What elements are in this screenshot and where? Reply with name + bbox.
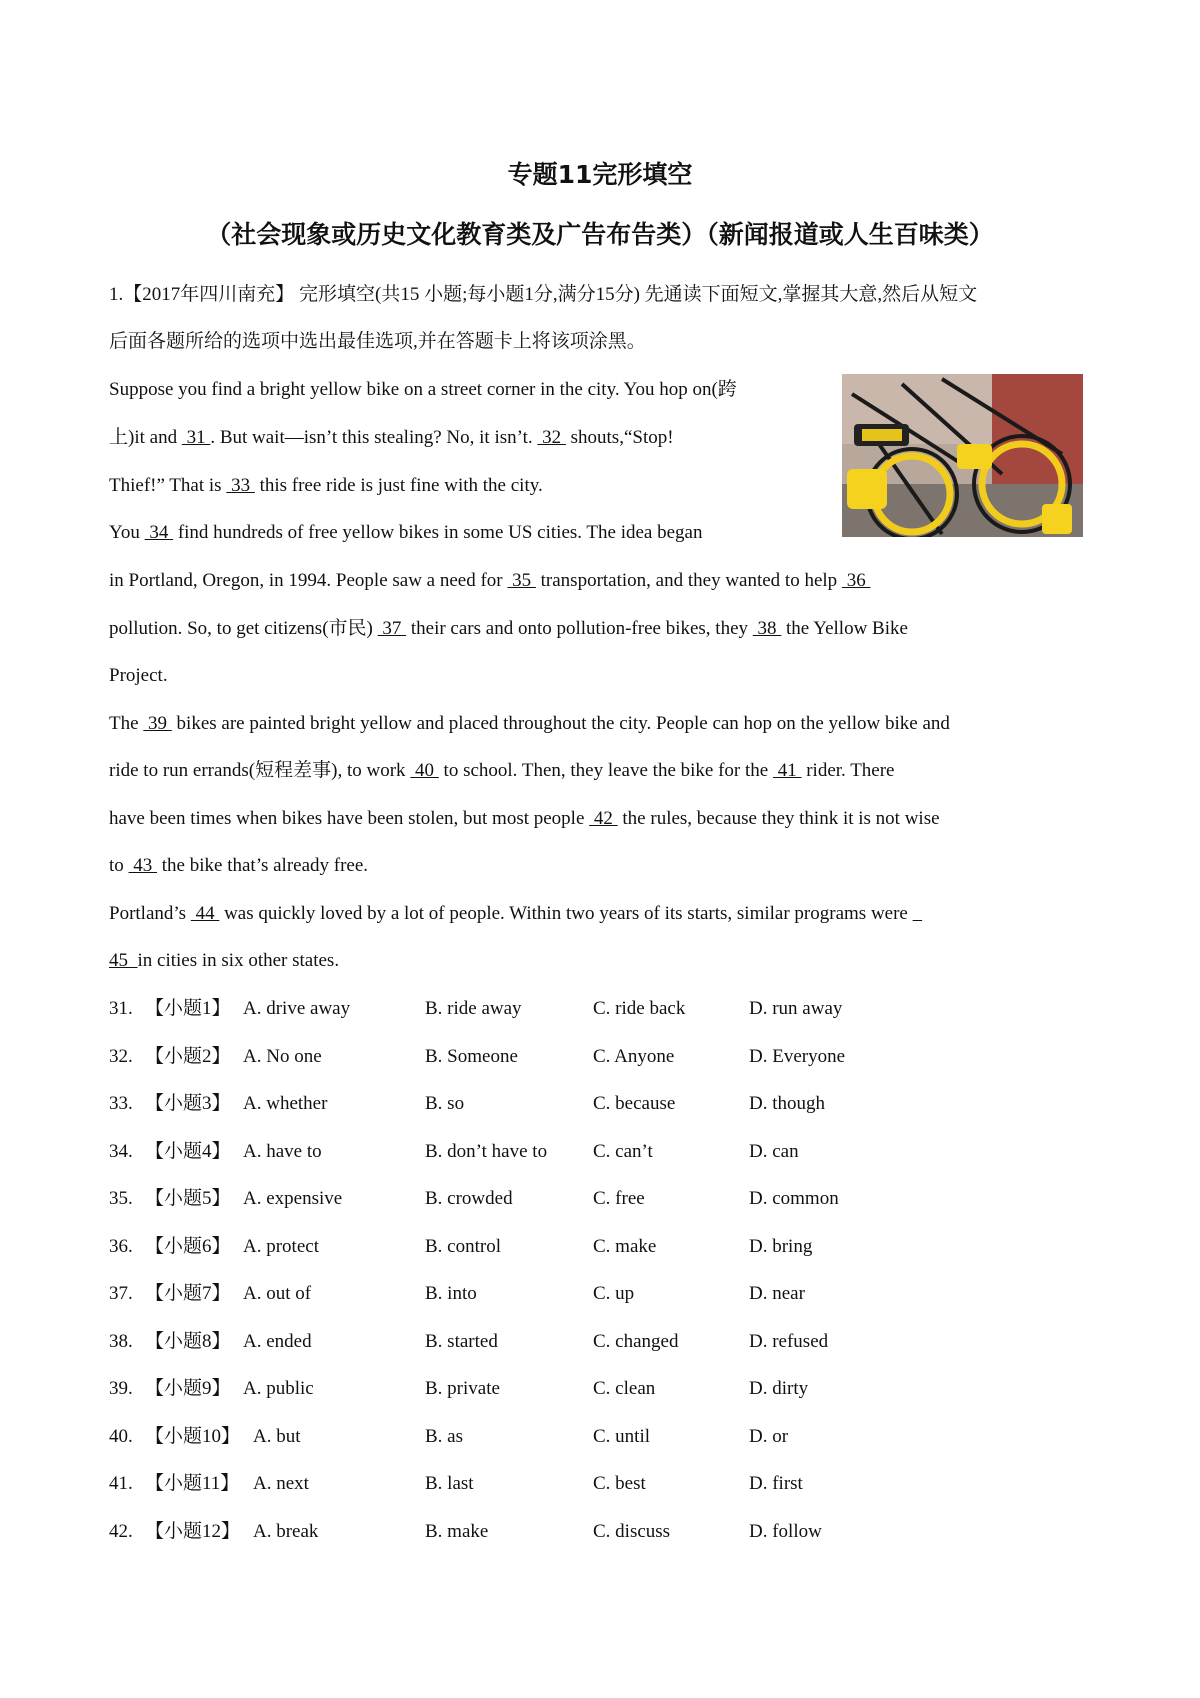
passage-text: . But wait—isn’t this stealing? No, it isn’t.	[210, 427, 538, 448]
passage-text: this free ride is just fine with the city.	[254, 475, 543, 496]
option-d[interactable]: D. first	[749, 1473, 803, 1494]
passage-text: pollution. So, to get citizens(市民)	[109, 618, 378, 639]
option-b[interactable]: B. don’t have to	[425, 1140, 548, 1162]
passage-text: in Portland, Oregon, in 1994. People saw a need for	[109, 570, 508, 591]
passage-text: the bike that’s already free.	[157, 855, 369, 876]
passage-line	[109, 568, 870, 594]
option-a[interactable]: A. have to	[243, 1140, 322, 1162]
option-d[interactable]: D. or	[749, 1425, 789, 1447]
option-a[interactable]: A. whether	[243, 1093, 328, 1114]
question-tag: 【小题9】	[145, 1378, 231, 1399]
passage-text: Portland’s	[109, 903, 191, 924]
option-a[interactable]: A. public	[243, 1378, 314, 1399]
passage-text: was quickly loved by a lot of people. Within two years of its starts, similar programs were	[219, 903, 913, 924]
option-d[interactable]: D. common	[749, 1188, 839, 1209]
option-b[interactable]: B. control	[425, 1235, 501, 1257]
passage-line	[109, 616, 908, 642]
question-row	[109, 1186, 1009, 1212]
option-c[interactable]: C. until	[593, 1425, 651, 1447]
option-b[interactable]: B. Someone	[425, 1045, 518, 1067]
question-number: 41.	[109, 1473, 133, 1494]
page-title: 专题11完形填空	[507, 160, 693, 189]
option-a[interactable]: A. No one	[243, 1045, 322, 1067]
question-row	[109, 1044, 1009, 1070]
passage-text: shouts,“Stop!	[565, 427, 674, 448]
option-c[interactable]: C. clean	[593, 1378, 656, 1399]
question-number: 31.	[109, 998, 133, 1019]
question-row	[109, 1376, 1009, 1402]
option-c[interactable]: C. changed	[593, 1330, 679, 1352]
question-tag: 【小题5】	[145, 1188, 231, 1209]
option-c[interactable]: C. up	[593, 1283, 635, 1304]
question-number: 40.	[109, 1425, 133, 1447]
passage-line	[109, 520, 702, 546]
option-d[interactable]: D. bring	[749, 1235, 813, 1257]
passage-line	[109, 806, 940, 832]
question-tag: 【小题7】	[145, 1283, 231, 1304]
option-a[interactable]: A. out of	[243, 1283, 312, 1304]
blank-34: 34	[144, 522, 174, 543]
question-row	[109, 1471, 1009, 1497]
blank-42: 42	[589, 808, 618, 829]
question-row	[109, 1091, 1009, 1117]
yellow-bikes-photo	[842, 374, 1083, 537]
option-b[interactable]: B. as	[425, 1425, 463, 1447]
option-b[interactable]: B. started	[425, 1330, 498, 1352]
passage-text: Thief!” That is	[109, 475, 227, 496]
blank-31: 31	[181, 427, 211, 448]
passage-text: bikes are painted bright yellow and placed throughout the city. People can hop on the yellow bike and	[171, 713, 950, 734]
blank-45-start	[913, 903, 923, 924]
option-b[interactable]: B. so	[425, 1093, 465, 1114]
option-d[interactable]: D. follow	[749, 1520, 822, 1542]
question-row	[109, 1424, 1009, 1450]
option-d[interactable]: D. near	[749, 1283, 805, 1304]
question-tag: 【小题3】	[145, 1093, 231, 1114]
option-d[interactable]: D. can	[749, 1140, 799, 1162]
option-c[interactable]: C. discuss	[593, 1520, 671, 1542]
blank-35: 35	[507, 570, 536, 591]
option-c[interactable]: C. Anyone	[593, 1045, 675, 1067]
option-c[interactable]: C. best	[593, 1473, 646, 1494]
blank-32: 32	[537, 427, 566, 448]
option-b[interactable]: B. make	[425, 1520, 489, 1542]
blank-41: 41	[772, 760, 802, 781]
passage-text: transportation, and they wanted to help	[535, 570, 842, 591]
option-a[interactable]: A. but	[253, 1425, 301, 1447]
blank-43: 43	[128, 855, 158, 876]
question-number: 38.	[109, 1330, 133, 1352]
passage-text: The	[109, 713, 144, 734]
question-tag: 【小题12】	[145, 1520, 241, 1542]
passage-text: to	[109, 855, 129, 876]
intro-line-2: 后面各题所给的选项中选出最佳选项,并在答题卡上将该项涂黑。	[109, 331, 646, 352]
option-c[interactable]: C. can’t	[593, 1140, 653, 1162]
option-b[interactable]: B. into	[425, 1283, 477, 1304]
passage-text: rider. There	[801, 760, 895, 781]
option-d[interactable]: D. refused	[749, 1330, 829, 1352]
passage-text: to school. Then, they leave the bike for the	[438, 760, 773, 781]
question-number: 34.	[109, 1140, 133, 1162]
question-tag: 【小题6】	[145, 1235, 231, 1257]
passage-line	[109, 853, 368, 879]
option-d[interactable]: D. dirty	[749, 1378, 809, 1399]
option-a[interactable]: A. expensive	[243, 1188, 343, 1209]
page-subtitle: （社会现象或历史文化教育类及广告布告类）（新闻报道或人生百味类）	[206, 220, 994, 249]
question-tag: 【小题4】	[145, 1140, 231, 1162]
question-number: 32.	[109, 1045, 133, 1067]
question-number: 36.	[109, 1235, 133, 1257]
option-d[interactable]: D. run away	[749, 998, 843, 1019]
option-b[interactable]: B. crowded	[425, 1188, 513, 1209]
blank-45: 45	[109, 950, 138, 971]
passage-text: have been times when bikes have been stolen, but most people	[109, 808, 590, 829]
passage-text: 上)it and	[109, 427, 182, 448]
passage-text: the Yellow Bike	[781, 618, 908, 639]
option-a[interactable]: A. protect	[243, 1235, 319, 1257]
intro-line-1: 1.【2017年四川南充】 完形填空(共15 小题;每小题1分,满分15分) 先通读下面短文,掌握其大意,然后从短文	[109, 284, 978, 305]
option-d[interactable]: D. though	[749, 1093, 825, 1114]
blank-36: 36	[841, 570, 871, 591]
passage-line	[109, 711, 950, 737]
question-tag: 【小题2】	[145, 1045, 231, 1067]
passage-line	[109, 901, 922, 927]
passage-line: Project.	[109, 665, 168, 686]
question-number: 35.	[109, 1188, 133, 1209]
passage-line	[109, 473, 543, 499]
passage-text: their cars and onto pollution-free bikes, they	[406, 618, 753, 639]
passage-line	[109, 948, 339, 974]
question-number: 42.	[109, 1520, 133, 1542]
question-number: 37.	[109, 1283, 133, 1304]
option-a[interactable]: A. drive away	[243, 998, 351, 1019]
blank-38: 38	[752, 618, 782, 639]
option-c[interactable]: C. because	[593, 1093, 676, 1114]
passage-line	[109, 758, 895, 784]
question-row	[109, 1329, 1009, 1355]
question-number: 33.	[109, 1093, 133, 1114]
passage-line	[109, 425, 674, 451]
passage-text: in cities in six other states.	[137, 950, 340, 971]
question-row	[109, 996, 1009, 1022]
option-b[interactable]: B. ride away	[425, 998, 522, 1019]
question-tag: 【小题10】	[145, 1425, 241, 1447]
option-a[interactable]: A. break	[253, 1520, 319, 1542]
blank-44: 44	[190, 903, 220, 924]
question-number: 39.	[109, 1378, 133, 1399]
blank-33: 33	[226, 475, 255, 496]
option-a[interactable]: A. ended	[243, 1330, 312, 1352]
question-tag: 【小题8】	[145, 1330, 231, 1352]
question-tag: 【小题11】	[145, 1473, 240, 1494]
passage-text: the rules, because they think it is not wise	[617, 808, 940, 829]
blank-40: 40	[410, 760, 439, 781]
passage-text: ride to run errands(短程差事), to work	[109, 760, 411, 781]
option-b[interactable]: B. private	[425, 1378, 500, 1399]
passage-text: You	[109, 522, 145, 543]
passage-text: find hundreds of free yellow bikes in some US cities. The idea began	[173, 522, 703, 543]
blank-39: 39	[143, 713, 172, 734]
question-row	[109, 1234, 1009, 1260]
option-d[interactable]: D. Everyone	[749, 1045, 846, 1067]
passage-line: Suppose you find a bright yellow bike on a street corner in the city. You hop on(跨	[109, 379, 737, 400]
blank-37: 37	[377, 618, 407, 639]
option-c[interactable]: C. free	[593, 1188, 645, 1209]
option-c[interactable]: C. make	[593, 1235, 657, 1257]
option-b[interactable]: B. last	[425, 1473, 474, 1494]
option-a[interactable]: A. next	[253, 1473, 309, 1494]
option-c[interactable]: C. ride back	[593, 998, 686, 1019]
question-tag: 【小题1】	[145, 998, 231, 1019]
question-row	[109, 1519, 1009, 1545]
question-row	[109, 1281, 1009, 1307]
question-row	[109, 1139, 1009, 1165]
